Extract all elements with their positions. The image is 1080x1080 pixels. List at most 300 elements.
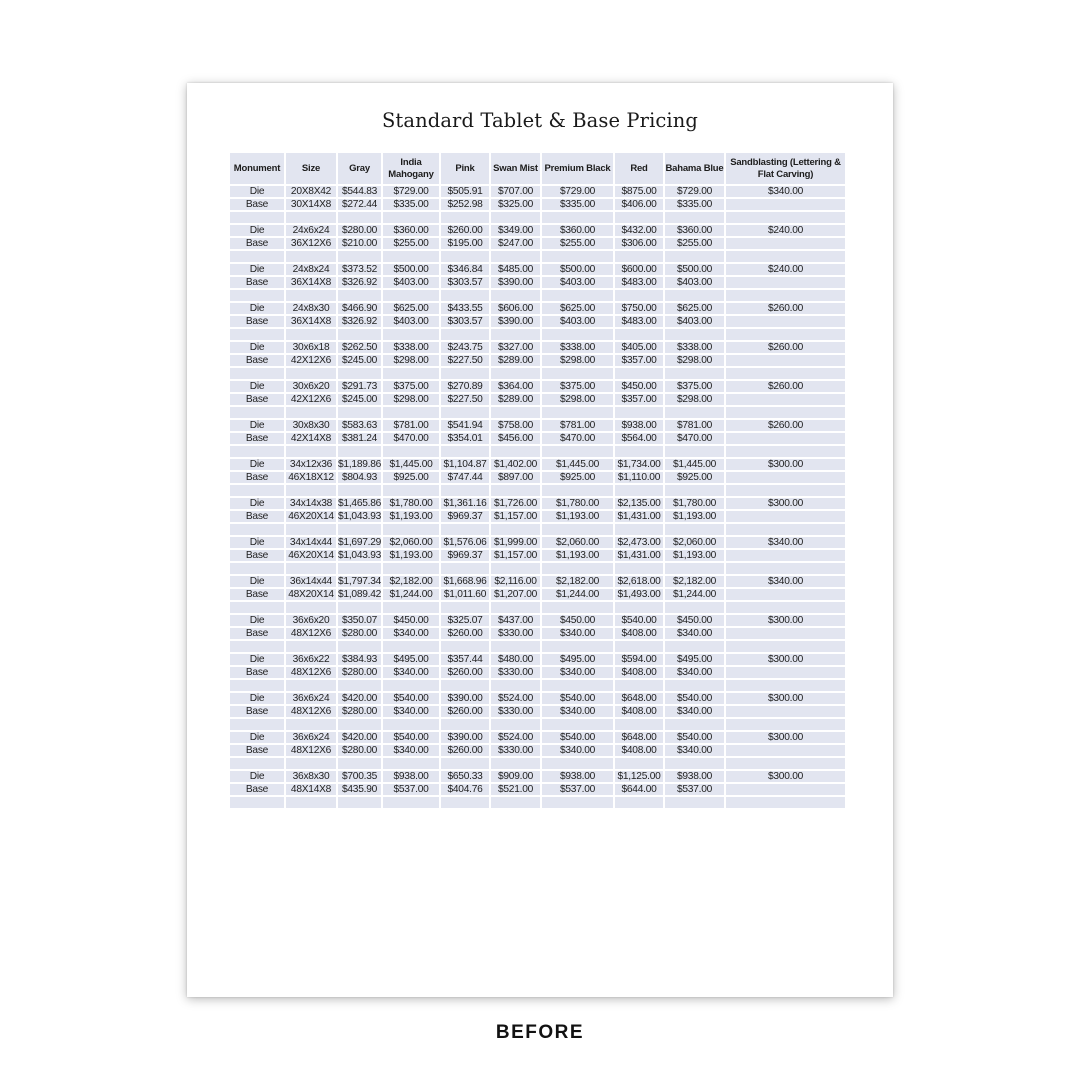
table-cell: 46X20X14 bbox=[286, 511, 336, 522]
table-cell: $707.00 bbox=[491, 186, 540, 197]
table-cell: $700.35 bbox=[338, 771, 381, 782]
spacer-row bbox=[230, 563, 852, 574]
empty-cell bbox=[441, 290, 489, 301]
table-cell: $1,361.16 bbox=[441, 498, 489, 509]
empty-cell bbox=[726, 290, 845, 301]
table-cell: 36x6x22 bbox=[286, 654, 336, 665]
table-cell: $300.00 bbox=[726, 654, 845, 665]
empty-cell bbox=[491, 446, 540, 457]
monument-group bbox=[230, 537, 852, 574]
monument-group bbox=[230, 342, 852, 379]
table-cell: $364.00 bbox=[491, 381, 540, 392]
table-cell: Die bbox=[230, 576, 284, 587]
table-cell: $524.00 bbox=[491, 732, 540, 743]
table-cell: $390.00 bbox=[491, 277, 540, 288]
table-cell: $564.00 bbox=[615, 433, 663, 444]
empty-cell bbox=[230, 758, 284, 769]
table-cell: $195.00 bbox=[441, 238, 489, 249]
empty-cell bbox=[726, 446, 845, 457]
table-cell: $544.83 bbox=[338, 186, 381, 197]
table-cell: Die bbox=[230, 732, 284, 743]
die-row bbox=[230, 303, 852, 314]
spacer-row bbox=[230, 290, 852, 301]
table-cell: $2,060.00 bbox=[542, 537, 613, 548]
table-cell: $1,726.00 bbox=[491, 498, 540, 509]
empty-cell bbox=[665, 251, 724, 262]
empty-cell bbox=[665, 719, 724, 730]
empty-cell bbox=[286, 251, 336, 262]
empty-cell bbox=[726, 719, 845, 730]
table-cell: $495.00 bbox=[542, 654, 613, 665]
table-cell: $500.00 bbox=[383, 264, 439, 275]
empty-cell bbox=[338, 680, 381, 691]
table-cell: $1,780.00 bbox=[542, 498, 613, 509]
spacer-row bbox=[230, 680, 852, 691]
table-cell: $408.00 bbox=[615, 745, 663, 756]
table-cell: $403.00 bbox=[542, 316, 613, 327]
table-cell: $594.00 bbox=[615, 654, 663, 665]
empty-cell bbox=[338, 485, 381, 496]
table-cell bbox=[726, 238, 845, 249]
table-cell: $541.94 bbox=[441, 420, 489, 431]
table-cell bbox=[726, 628, 845, 639]
table-cell: $1,207.00 bbox=[491, 589, 540, 600]
table-cell: $1,668.96 bbox=[441, 576, 489, 587]
die-row bbox=[230, 498, 852, 509]
table-cell: $804.93 bbox=[338, 472, 381, 483]
table-cell: $327.00 bbox=[491, 342, 540, 353]
table-cell: $255.00 bbox=[383, 238, 439, 249]
empty-cell bbox=[615, 446, 663, 457]
die-row bbox=[230, 576, 852, 587]
table-cell: $1,445.00 bbox=[383, 459, 439, 470]
table-cell: $1,193.00 bbox=[542, 511, 613, 522]
monument-group bbox=[230, 771, 852, 808]
base-row bbox=[230, 628, 852, 639]
table-cell bbox=[726, 589, 845, 600]
table-cell bbox=[726, 745, 845, 756]
table-cell: $340.00 bbox=[542, 667, 613, 678]
empty-cell bbox=[665, 446, 724, 457]
table-cell: $909.00 bbox=[491, 771, 540, 782]
table-cell: $390.00 bbox=[441, 732, 489, 743]
table-cell: $600.00 bbox=[615, 264, 663, 275]
table-cell: $432.00 bbox=[615, 225, 663, 236]
table-cell: $330.00 bbox=[491, 667, 540, 678]
table-cell: 36x6x20 bbox=[286, 615, 336, 626]
table-cell: $437.00 bbox=[491, 615, 540, 626]
table-cell: $340.00 bbox=[383, 667, 439, 678]
table-cell: $540.00 bbox=[665, 732, 724, 743]
table-cell: $357.00 bbox=[615, 394, 663, 405]
table-cell: $1,157.00 bbox=[491, 550, 540, 561]
empty-cell bbox=[338, 251, 381, 262]
table-cell: $360.00 bbox=[542, 225, 613, 236]
table-cell: $260.00 bbox=[441, 225, 489, 236]
empty-cell bbox=[491, 602, 540, 613]
empty-cell bbox=[230, 680, 284, 691]
table-cell: $340.00 bbox=[383, 706, 439, 717]
table-cell: 48X12X6 bbox=[286, 706, 336, 717]
empty-cell bbox=[338, 641, 381, 652]
table-cell: $938.00 bbox=[665, 771, 724, 782]
table-cell: $384.93 bbox=[338, 654, 381, 665]
table-cell: $450.00 bbox=[665, 615, 724, 626]
column-header-red: Red bbox=[615, 153, 663, 184]
empty-cell bbox=[615, 368, 663, 379]
table-cell: $897.00 bbox=[491, 472, 540, 483]
table-cell: $540.00 bbox=[665, 693, 724, 704]
table-cell: Base bbox=[230, 784, 284, 795]
table-cell: $326.92 bbox=[338, 277, 381, 288]
empty-cell bbox=[726, 212, 845, 223]
empty-cell bbox=[441, 797, 489, 808]
table-cell: $969.37 bbox=[441, 550, 489, 561]
empty-cell bbox=[491, 719, 540, 730]
table-cell: $255.00 bbox=[542, 238, 613, 249]
empty-cell bbox=[665, 290, 724, 301]
table-cell: $483.00 bbox=[615, 277, 663, 288]
table-cell: $340.00 bbox=[665, 745, 724, 756]
empty-cell bbox=[491, 797, 540, 808]
table-cell: $1,431.00 bbox=[615, 511, 663, 522]
empty-cell bbox=[615, 407, 663, 418]
empty-cell bbox=[286, 290, 336, 301]
monument-group bbox=[230, 303, 852, 340]
empty-cell bbox=[338, 797, 381, 808]
table-cell: $381.24 bbox=[338, 433, 381, 444]
empty-cell bbox=[542, 368, 613, 379]
empty-cell bbox=[286, 407, 336, 418]
table-cell: 42X12X6 bbox=[286, 355, 336, 366]
column-header-monument: Monument bbox=[230, 153, 284, 184]
table-cell: $1,493.00 bbox=[615, 589, 663, 600]
monument-group bbox=[230, 186, 852, 223]
table-cell: $781.00 bbox=[383, 420, 439, 431]
empty-cell bbox=[338, 758, 381, 769]
table-cell: Die bbox=[230, 498, 284, 509]
table-cell: $521.00 bbox=[491, 784, 540, 795]
table-cell: 30X14X8 bbox=[286, 199, 336, 210]
table-cell: $255.00 bbox=[665, 238, 724, 249]
table-cell: $1,193.00 bbox=[665, 511, 724, 522]
table-cell: $2,116.00 bbox=[491, 576, 540, 587]
empty-cell bbox=[338, 407, 381, 418]
table-cell: $540.00 bbox=[383, 693, 439, 704]
before-caption: BEFORE bbox=[495, 1022, 585, 1043]
table-cell: $606.00 bbox=[491, 303, 540, 314]
document-sheet bbox=[187, 83, 893, 997]
table-cell: $729.00 bbox=[665, 186, 724, 197]
table-cell: $289.00 bbox=[491, 355, 540, 366]
table-cell: $2,182.00 bbox=[542, 576, 613, 587]
table-cell: $210.00 bbox=[338, 238, 381, 249]
empty-cell bbox=[542, 329, 613, 340]
empty-cell bbox=[338, 602, 381, 613]
table-cell: $338.00 bbox=[665, 342, 724, 353]
table-cell: $758.00 bbox=[491, 420, 540, 431]
empty-cell bbox=[665, 797, 724, 808]
table-cell: $540.00 bbox=[542, 732, 613, 743]
table-cell: $1,043.93 bbox=[338, 511, 382, 522]
empty-cell bbox=[286, 446, 336, 457]
table-cell: $1,244.00 bbox=[665, 589, 724, 600]
empty-cell bbox=[615, 524, 663, 535]
table-cell: $2,182.00 bbox=[383, 576, 439, 587]
empty-cell bbox=[230, 446, 284, 457]
table-cell: $781.00 bbox=[542, 420, 613, 431]
table-cell: Base bbox=[230, 745, 284, 756]
table-cell: $435.90 bbox=[338, 784, 381, 795]
table-cell: $403.00 bbox=[383, 277, 439, 288]
table-cell: $1,445.00 bbox=[542, 459, 613, 470]
base-row bbox=[230, 355, 852, 366]
table-cell: $2,473.00 bbox=[615, 537, 663, 548]
table-cell: 48X20X14 bbox=[286, 589, 336, 600]
base-row bbox=[230, 394, 852, 405]
empty-cell bbox=[230, 329, 284, 340]
table-cell: $540.00 bbox=[542, 693, 613, 704]
table-cell: $1,797.34 bbox=[338, 576, 382, 587]
die-row bbox=[230, 459, 852, 470]
table-cell: $403.00 bbox=[383, 316, 439, 327]
table-cell: $252.98 bbox=[441, 199, 489, 210]
document-title: Standard Tablet & Base Pricing bbox=[381, 109, 699, 132]
table-cell: $1,445.00 bbox=[665, 459, 724, 470]
table-cell: Base bbox=[230, 277, 284, 288]
base-row bbox=[230, 277, 852, 288]
empty-cell bbox=[338, 719, 381, 730]
die-row bbox=[230, 186, 852, 197]
spacer-row bbox=[230, 797, 852, 808]
table-cell: $300.00 bbox=[726, 693, 845, 704]
empty-cell bbox=[383, 680, 439, 691]
table-cell: $350.07 bbox=[338, 615, 381, 626]
empty-cell bbox=[665, 758, 724, 769]
empty-cell bbox=[338, 368, 381, 379]
table-cell: $2,060.00 bbox=[383, 537, 439, 548]
empty-cell bbox=[286, 212, 336, 223]
table-cell: $247.00 bbox=[491, 238, 540, 249]
table-cell: Die bbox=[230, 342, 284, 353]
empty-cell bbox=[230, 641, 284, 652]
table-cell: $260.00 bbox=[726, 420, 845, 431]
base-row bbox=[230, 316, 852, 327]
table-cell: Base bbox=[230, 706, 284, 717]
empty-cell bbox=[383, 290, 439, 301]
table-cell: $375.00 bbox=[383, 381, 439, 392]
table-cell: Base bbox=[230, 472, 284, 483]
spacer-row bbox=[230, 212, 852, 223]
table-cell: $298.00 bbox=[665, 355, 724, 366]
empty-cell bbox=[286, 680, 336, 691]
empty-cell bbox=[441, 368, 489, 379]
empty-cell bbox=[441, 329, 489, 340]
table-cell: $340.00 bbox=[665, 667, 724, 678]
table-cell: $260.00 bbox=[441, 745, 489, 756]
spacer-row bbox=[230, 485, 852, 496]
table-cell bbox=[726, 394, 845, 405]
die-row bbox=[230, 693, 852, 704]
empty-cell bbox=[230, 407, 284, 418]
table-cell: $335.00 bbox=[383, 199, 439, 210]
table-cell: $583.63 bbox=[338, 420, 381, 431]
table-cell: $729.00 bbox=[542, 186, 613, 197]
die-row bbox=[230, 537, 852, 548]
empty-cell bbox=[383, 719, 439, 730]
empty-cell bbox=[338, 290, 381, 301]
table-cell: $1,780.00 bbox=[665, 498, 724, 509]
empty-cell bbox=[383, 485, 439, 496]
table-cell: $625.00 bbox=[542, 303, 613, 314]
table-cell: Die bbox=[230, 537, 284, 548]
column-header-sandblasting-lettering-flat-carving: Sandblasting (Lettering & Flat Carving) bbox=[726, 153, 845, 184]
base-row bbox=[230, 667, 852, 678]
column-header-bahama-blue: Bahama Blue bbox=[665, 153, 724, 184]
table-cell: Die bbox=[230, 225, 284, 236]
table-cell: $373.52 bbox=[338, 264, 381, 275]
monument-group bbox=[230, 654, 852, 691]
empty-cell bbox=[615, 641, 663, 652]
empty-cell bbox=[491, 251, 540, 262]
spacer-row bbox=[230, 719, 852, 730]
table-cell: 46X18X12 bbox=[286, 472, 336, 483]
table-cell: $433.55 bbox=[441, 303, 489, 314]
table-cell bbox=[726, 199, 845, 210]
table-cell: $1,193.00 bbox=[383, 511, 439, 522]
table-cell: Base bbox=[230, 550, 284, 561]
empty-cell bbox=[665, 407, 724, 418]
table-cell: Base bbox=[230, 511, 284, 522]
table-cell: Base bbox=[230, 628, 284, 639]
empty-cell bbox=[726, 485, 845, 496]
pricing-table bbox=[230, 153, 852, 810]
table-cell: $403.00 bbox=[542, 277, 613, 288]
empty-cell bbox=[542, 797, 613, 808]
empty-cell bbox=[491, 290, 540, 301]
table-cell: $2,135.00 bbox=[615, 498, 663, 509]
empty-cell bbox=[542, 602, 613, 613]
base-row bbox=[230, 433, 852, 444]
table-cell: $291.73 bbox=[338, 381, 381, 392]
spacer-row bbox=[230, 407, 852, 418]
spacer-row bbox=[230, 251, 852, 262]
table-cell: $408.00 bbox=[615, 667, 663, 678]
table-cell: $298.00 bbox=[542, 355, 613, 366]
table-cell: $537.00 bbox=[383, 784, 439, 795]
empty-cell bbox=[230, 212, 284, 223]
table-cell: $390.00 bbox=[441, 693, 489, 704]
table-cell: 24x8x30 bbox=[286, 303, 336, 314]
empty-cell bbox=[615, 719, 663, 730]
table-cell: $1,104.87 bbox=[441, 459, 489, 470]
spacer-row bbox=[230, 641, 852, 652]
table-cell: $245.00 bbox=[338, 394, 381, 405]
table-cell: $500.00 bbox=[542, 264, 613, 275]
table-cell: $340.00 bbox=[542, 628, 613, 639]
table-cell: $1,697.29 bbox=[338, 537, 382, 548]
table-cell: $495.00 bbox=[665, 654, 724, 665]
empty-cell bbox=[726, 524, 845, 535]
table-cell: $1,244.00 bbox=[383, 589, 439, 600]
empty-cell bbox=[491, 407, 540, 418]
table-cell: $260.00 bbox=[726, 342, 845, 353]
table-cell: $456.00 bbox=[491, 433, 540, 444]
table-cell: $938.00 bbox=[383, 771, 439, 782]
empty-cell bbox=[665, 680, 724, 691]
empty-cell bbox=[338, 329, 381, 340]
table-cell: 24x6x24 bbox=[286, 225, 336, 236]
empty-cell bbox=[726, 797, 845, 808]
table-cell: Die bbox=[230, 186, 284, 197]
table-cell: $938.00 bbox=[542, 771, 613, 782]
column-header-swan-mist: Swan Mist bbox=[491, 153, 540, 184]
empty-cell bbox=[615, 758, 663, 769]
empty-cell bbox=[230, 602, 284, 613]
empty-cell bbox=[491, 212, 540, 223]
table-cell: $450.00 bbox=[542, 615, 613, 626]
table-cell: $466.90 bbox=[338, 303, 381, 314]
table-cell: $925.00 bbox=[665, 472, 724, 483]
empty-cell bbox=[230, 485, 284, 496]
table-cell: Die bbox=[230, 459, 284, 470]
empty-cell bbox=[441, 758, 489, 769]
table-cell: $280.00 bbox=[338, 225, 381, 236]
empty-cell bbox=[338, 524, 381, 535]
table-cell: $1,193.00 bbox=[542, 550, 613, 561]
empty-cell bbox=[286, 368, 336, 379]
empty-cell bbox=[542, 641, 613, 652]
table-cell: Base bbox=[230, 238, 284, 249]
table-cell: $1,431.00 bbox=[615, 550, 663, 561]
base-row bbox=[230, 784, 852, 795]
table-cell: $354.01 bbox=[441, 433, 489, 444]
table-cell: $1,043.93 bbox=[338, 550, 382, 561]
table-cell: $483.00 bbox=[615, 316, 663, 327]
table-cell: Die bbox=[230, 615, 284, 626]
empty-cell bbox=[441, 719, 489, 730]
table-cell: 36X12X6 bbox=[286, 238, 336, 249]
table-cell: $480.00 bbox=[491, 654, 540, 665]
table-cell: $2,618.00 bbox=[615, 576, 663, 587]
empty-cell bbox=[491, 524, 540, 535]
table-cell: $300.00 bbox=[726, 615, 845, 626]
table-cell: $1,402.00 bbox=[491, 459, 540, 470]
table-cell: $346.84 bbox=[441, 264, 489, 275]
empty-cell bbox=[615, 329, 663, 340]
empty-cell bbox=[286, 797, 336, 808]
empty-cell bbox=[542, 290, 613, 301]
empty-cell bbox=[542, 407, 613, 418]
monument-group bbox=[230, 576, 852, 613]
table-cell: $375.00 bbox=[542, 381, 613, 392]
table-cell: $540.00 bbox=[383, 732, 439, 743]
table-cell: $1,780.00 bbox=[383, 498, 439, 509]
empty-cell bbox=[286, 641, 336, 652]
empty-cell bbox=[441, 563, 489, 574]
table-cell bbox=[726, 550, 845, 561]
empty-cell bbox=[230, 719, 284, 730]
table-cell: $500.00 bbox=[665, 264, 724, 275]
table-cell: $303.57 bbox=[441, 277, 489, 288]
table-cell: $875.00 bbox=[615, 186, 663, 197]
empty-cell bbox=[441, 680, 489, 691]
table-cell: $1,193.00 bbox=[383, 550, 439, 561]
table-cell: $1,189.86 bbox=[338, 459, 382, 470]
table-cell: $1,193.00 bbox=[665, 550, 724, 561]
table-cell: $289.00 bbox=[491, 394, 540, 405]
monument-group bbox=[230, 732, 852, 769]
